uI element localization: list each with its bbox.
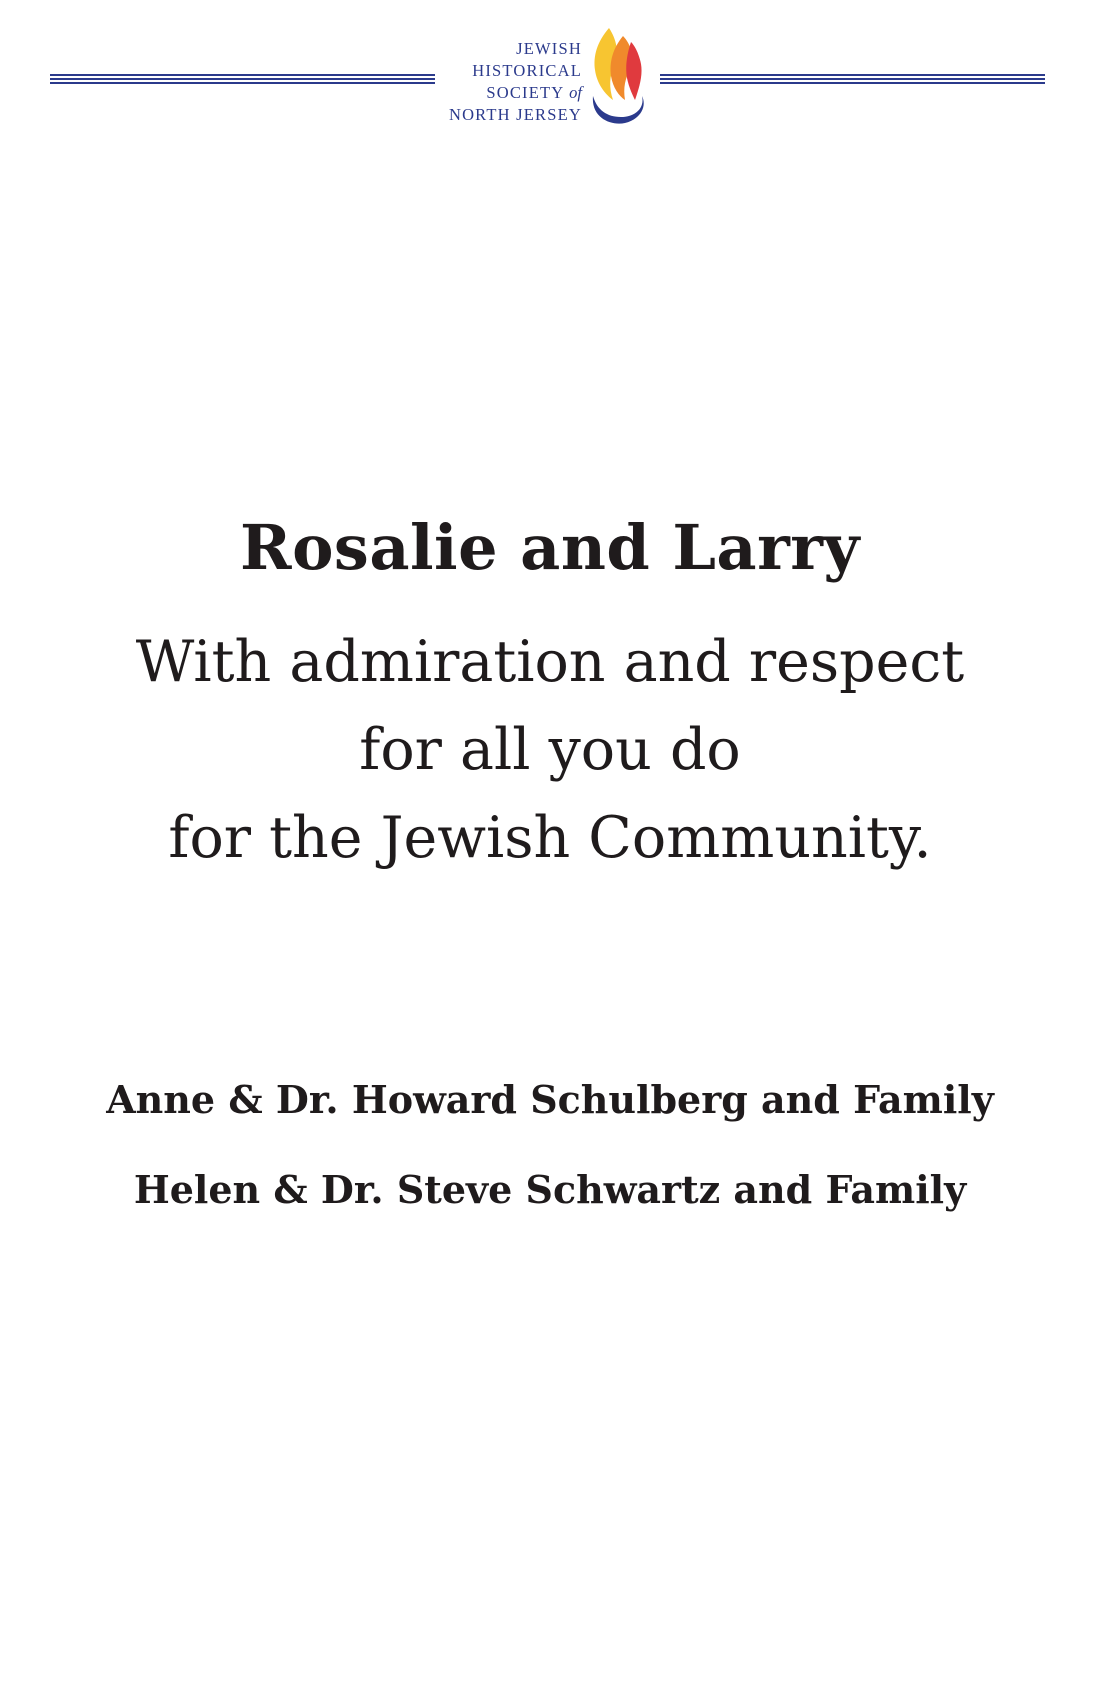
header-band: [0, 26, 1100, 136]
logo-line-3: SOCIETY of: [486, 83, 582, 102]
decorative-rule-left: [50, 74, 435, 86]
donor-list: [0, 1055, 1100, 1235]
logo-line-1: JEWISH: [516, 39, 582, 58]
organization-logo: [437, 26, 657, 131]
message-line-2: for all you do: [359, 717, 741, 783]
message-line-1: With admiration and respect: [135, 629, 965, 695]
dedication-heading: Rosalie and Larry: [240, 511, 860, 584]
logo-line-2: HISTORICAL: [472, 61, 582, 80]
donor-line-1: Anne & Dr. Howard Schulberg and Family: [106, 1077, 994, 1122]
decorative-rule-right: [660, 74, 1045, 86]
logo-wordmark: [437, 38, 582, 126]
flame-icon: [587, 26, 649, 128]
message-line-3: for the Jewish Community.: [168, 805, 932, 871]
logo-of-word: of: [569, 83, 582, 102]
logo-line-4: NORTH JERSEY: [448, 105, 582, 124]
dedication-message: [0, 618, 1100, 882]
donor-line-2: Helen & Dr. Steve Schwartz and Family: [133, 1167, 967, 1212]
